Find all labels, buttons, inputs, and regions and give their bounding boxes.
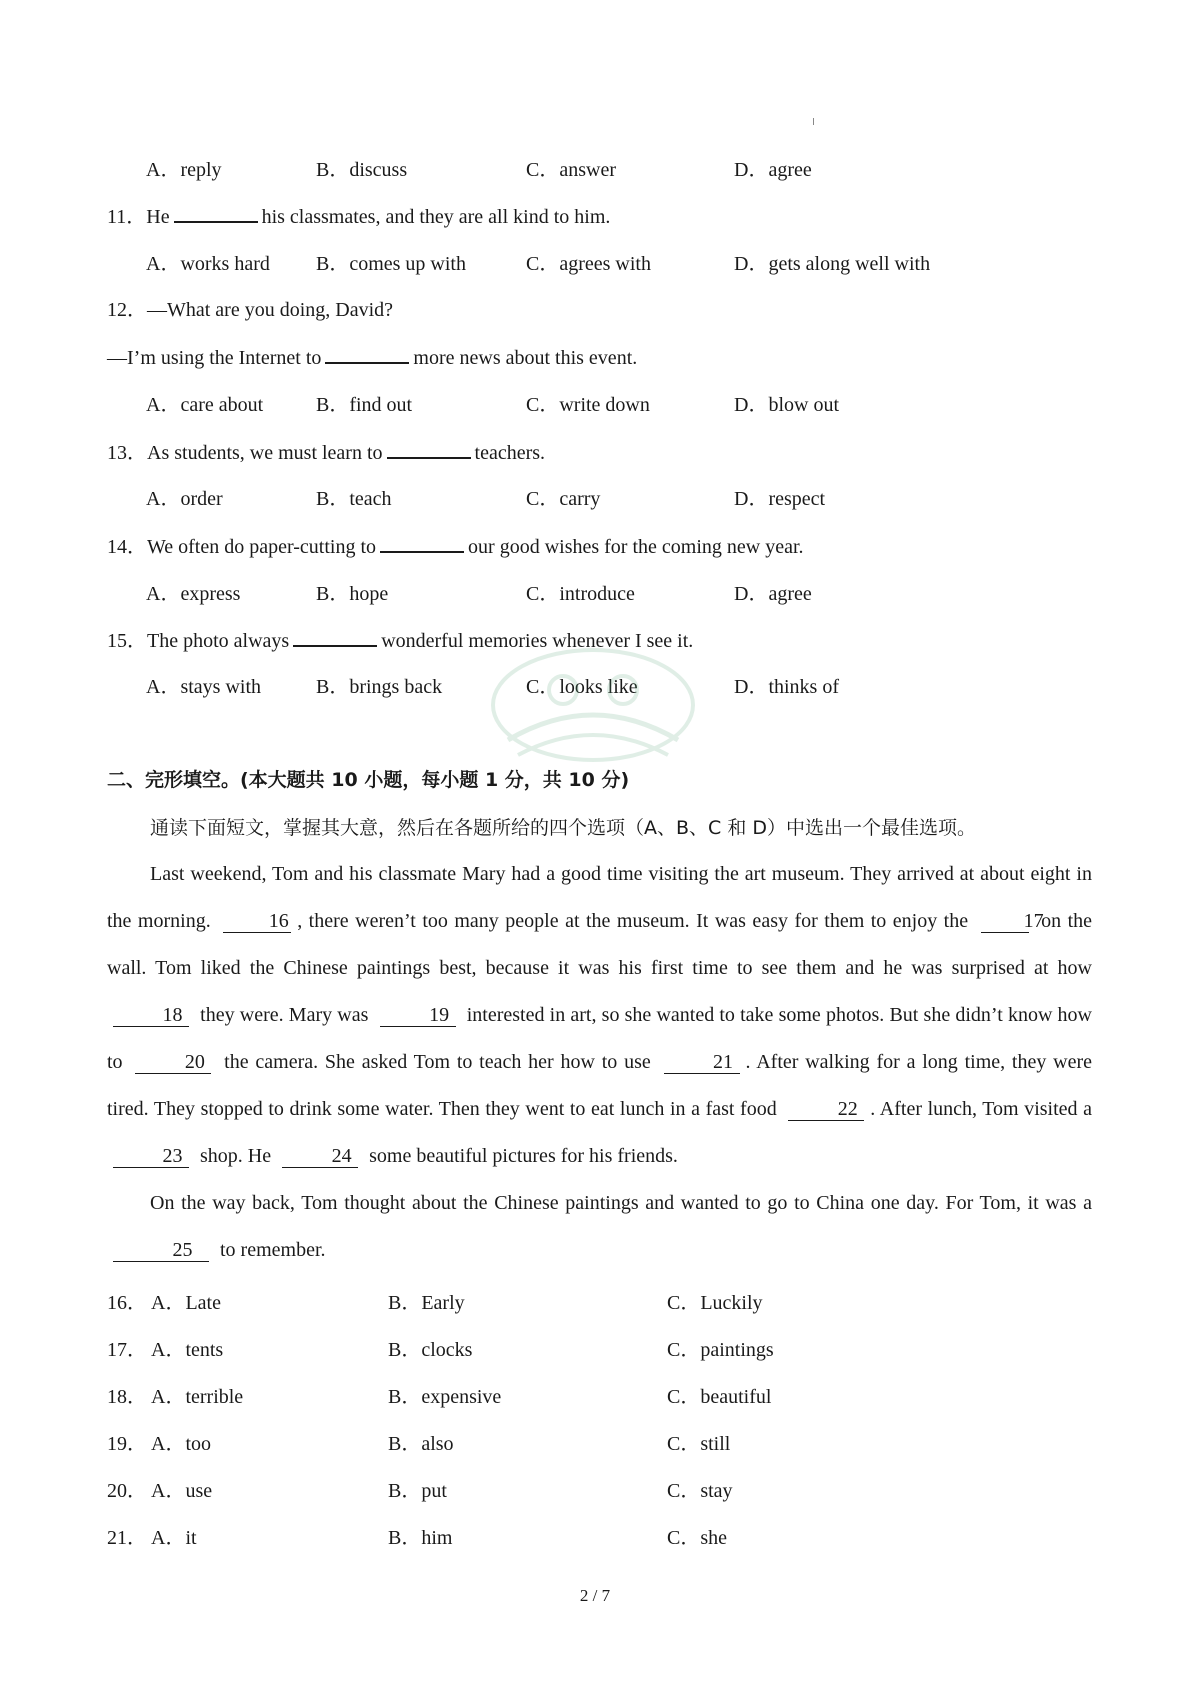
blank-16: 16 [223, 910, 291, 933]
cloze-q17-option-c: C．paintings [667, 1339, 774, 1361]
q14-option-c: C．introduce [526, 583, 635, 605]
blank-25: 25 [113, 1239, 209, 1262]
cloze-q19-option-a: A．too [151, 1433, 211, 1455]
q13-option-d: D．respect [734, 488, 826, 510]
cloze-q20-option-a: A．use [151, 1480, 213, 1502]
q15-option-c: C．looks like [526, 676, 638, 698]
cloze-q20-option-b: B．put [388, 1480, 447, 1502]
cloze-q17-number: 17． [107, 1339, 147, 1361]
cloze-q18-option-b: B．expensive [388, 1386, 502, 1408]
cloze-q19-option-c: C．still [667, 1433, 731, 1455]
q12-option-d: D．blow out [734, 394, 839, 416]
answer-blank [387, 439, 471, 459]
page-number: 2 / 7 [579, 1586, 611, 1605]
margin-mark [813, 118, 814, 125]
cloze-q21-option-a: A．it [151, 1527, 197, 1549]
cloze-q18-number: 18． [107, 1386, 147, 1408]
cloze-q16-number: 16． [107, 1292, 147, 1314]
cloze-q18-option-a: A．terrible [151, 1386, 244, 1408]
q12-option-b: B．find out [316, 394, 413, 416]
cloze-q16-option-b: B．Early [388, 1292, 465, 1314]
q13-option-a: A．order [146, 488, 223, 510]
q14-stem: 14．We often do paper-cutting to our good wishes for the coming new year. [107, 533, 804, 560]
cloze-passage-paragraph-1: Last weekend, Tom and his classmate Mary had a good time visiting the art museum. They arrived at about eight in the morning. 16 , there weren’t too many people at the museum. It was easy for them to enjoy the 17 on the wall. Tom liked the Chinese paintings best, because it was his first time to see them and he was surprised at how 18 they were. Mary was 19 interested in art, so she wanted to take some photos. But she didn’t know how to 20 the camera. She asked Tom to teach her how to use 21 . After walking for a long time, they were tired. They stopped to drink some water. Then they went to eat lunch in a fast food 22 . After lunch, Tom visited a 23 shop. He 24 some beautiful pictures for his friends. [107, 863, 1093, 1167]
cloze-q17-option-a: A．tents [151, 1339, 224, 1361]
section-heading: 二、完形填空。(本大题共 10 小题，每小题 1 分，共 10 分) [107, 769, 630, 791]
blank-18: 18 [113, 1004, 189, 1027]
answer-blank [293, 627, 377, 647]
q10-option-c: C．answer [526, 159, 616, 181]
cloze-q20-number: 20． [107, 1480, 147, 1502]
blank-19: 19 [380, 1004, 456, 1027]
answer-blank [174, 203, 258, 223]
q13-option-b: B．teach [316, 488, 392, 510]
q15-option-d: D．thinks of [734, 676, 839, 698]
cloze-q19-number: 19． [107, 1433, 147, 1455]
cloze-q20-option-c: C．stay [667, 1480, 733, 1502]
q12-option-c: C．write down [526, 394, 650, 416]
q12-reply: —I’m using the Internet to more news about this event. [107, 344, 637, 371]
cloze-q21-option-c: C．she [667, 1527, 727, 1549]
cloze-q19-option-b: B．also [388, 1433, 454, 1455]
cloze-q17-option-b: B．clocks [388, 1339, 473, 1361]
answer-blank [380, 533, 464, 553]
q13-option-c: C．carry [526, 488, 601, 510]
blank-22: 22 [788, 1098, 864, 1121]
answer-blank [325, 344, 409, 364]
q11-option-a: A．works hard [146, 253, 270, 275]
blank-20: 20 [135, 1051, 211, 1074]
q14-option-a: A．express [146, 583, 241, 605]
q15-option-b: B．brings back [316, 676, 443, 698]
cloze-q16-option-c: C．Luckily [667, 1292, 763, 1314]
blank-23: 23 [113, 1145, 189, 1168]
q11-option-c: C．agrees with [526, 253, 651, 275]
q10-option-a: A．reply [146, 159, 222, 181]
q10-option-d: D．agree [734, 159, 812, 181]
q11-stem: 11．He his classmates, and they are all kind to him. [107, 203, 610, 230]
blank-21: 21 [664, 1051, 740, 1074]
q14-option-d: D．agree [734, 583, 812, 605]
blank-24: 24 [282, 1145, 358, 1168]
cloze-passage-paragraph-2: On the way back, Tom thought about the Chinese paintings and wanted to go to China one day. For Tom, it was a 25 to remember. [107, 1180, 1092, 1274]
q12-stem: 12．—What are you doing, David? [107, 299, 394, 321]
q13-stem: 13．As students, we must learn to teachers. [107, 439, 545, 466]
cloze-q21-option-b: B．him [388, 1527, 453, 1549]
blank-17: 17 [981, 910, 1029, 933]
cloze-q18-option-c: C．beautiful [667, 1386, 772, 1408]
q12-option-a: A．care about [146, 394, 264, 416]
q14-option-b: B．hope [316, 583, 389, 605]
q15-stem: 15．The photo always wonderful memories whenever I see it. [107, 627, 693, 654]
cloze-q21-number: 21． [107, 1527, 147, 1549]
cloze-q16-option-a: A．Late [151, 1292, 221, 1314]
q11-option-b: B．comes up with [316, 253, 466, 275]
q11-option-d: D．gets along well with [734, 253, 931, 275]
section-instruction: 通读下面短文，掌握其大意，然后在各题所给的四个选项（A、B、C 和 D）中选出一个最佳选项。 [150, 817, 977, 839]
q15-option-a: A．stays with [146, 676, 261, 698]
q10-option-b: B．discuss [316, 159, 408, 181]
